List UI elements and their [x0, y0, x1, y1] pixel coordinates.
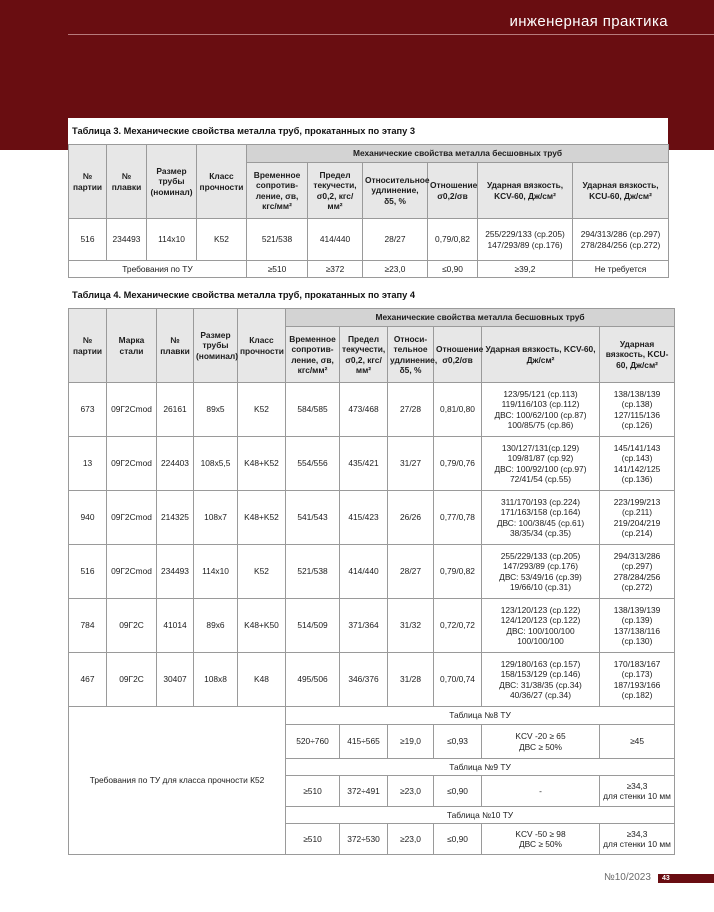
tu8-value: KCV -20 ≥ 65 ДВС ≥ 50%	[482, 725, 600, 759]
table-cell: K52	[197, 219, 247, 261]
t3-col-1: № партии	[69, 145, 107, 219]
tu8-value: 520÷760	[286, 725, 340, 759]
table-cell: 28/27	[363, 219, 428, 261]
table-cell: 130/127/131(ср.129) 109/81/87 (ср.92) ДВС: 100/92/100 (ср.97) 72/41/54 (ср.55)	[482, 437, 600, 491]
t4-col-1: № партии	[69, 309, 107, 383]
t4-col-10: Ударная вязкость, KCV-60, Дж/см²	[482, 327, 600, 383]
table-cell: 26/26	[388, 491, 434, 545]
tu9-value: ≥510	[286, 776, 340, 807]
tu10-value: ≥510	[286, 824, 340, 855]
table-cell: 784	[69, 599, 107, 653]
table-cell: 414/440	[340, 545, 388, 599]
t3-group-header: Механические свойства металла бесшовных труб	[247, 145, 669, 163]
table-cell: 108x8	[194, 653, 238, 707]
t4-col-11: Ударная вязкость, KCU-60, Дж/см²	[600, 327, 675, 383]
tu8-value: 415÷565	[340, 725, 388, 759]
tu10-value: KCV -50 ≥ 98 ДВС ≥ 50%	[482, 824, 600, 855]
table-cell: 311/170/193 (ср.224) 171/163/158 (ср.164) ДВС: 100/38/45 (ср.61) 38/35/34 (ср.35)	[482, 491, 600, 545]
t3-col-10: Ударная вязкость, KCU-60, Дж/см²	[573, 163, 669, 219]
t4-col-9: Отношение σ0,2/σв	[434, 327, 482, 383]
tu10-value: ≥23,0	[388, 824, 434, 855]
table-cell: K48+K52	[238, 437, 286, 491]
table-cell: 138/139/139 (ср.139) 137/138/116 (ср.130)	[600, 599, 675, 653]
table-cell: 123/95/121 (ср.113) 119/116/103 (ср.112) ДВС: 100/62/100 (ср.87) 100/85/75 (ср.86)	[482, 383, 600, 437]
table-cell: 0,79/0,82	[428, 219, 478, 261]
tu10-value: 372÷530	[340, 824, 388, 855]
table-cell: 31/28	[388, 653, 434, 707]
table-cell: 27/28	[388, 383, 434, 437]
table-cell: 346/376	[340, 653, 388, 707]
table-cell: 09Г2С	[107, 599, 157, 653]
t3-req-value: ≥510	[247, 261, 308, 278]
table-cell: 223/199/213 (ср.211) 219/204/219 (ср.214)	[600, 491, 675, 545]
table-cell: 940	[69, 491, 107, 545]
table-cell: 371/364	[340, 599, 388, 653]
tu8-title: Таблица №8 ТУ	[286, 707, 675, 725]
table-cell: 31/27	[388, 437, 434, 491]
t3-col-8: Отношение σ0,2/σв	[428, 163, 478, 219]
t4-col-7: Предел текучести, σ0,2, кгс/мм²	[340, 327, 388, 383]
t4-col-3: № плавки	[157, 309, 194, 383]
tu10-value: ≤0,90	[434, 824, 482, 855]
table-cell: 123/120/123 (ср.122) 124/120/123 (ср.122) ДВС: 100/100/100 100/100/100	[482, 599, 600, 653]
table-cell: 114x10	[147, 219, 197, 261]
tu9-value: -	[482, 776, 600, 807]
tu9-value: ≥34,3 для стенки 10 мм	[600, 776, 675, 807]
table-cell: 473/468	[340, 383, 388, 437]
table-cell: 09Г2Сmod	[107, 437, 157, 491]
table-cell: 145/141/143 (ср.143) 141/142/125 (ср.136)	[600, 437, 675, 491]
tu9-value: 372÷491	[340, 776, 388, 807]
table-cell: 415/423	[340, 491, 388, 545]
table-cell: 09Г2С	[107, 653, 157, 707]
table-cell: 138/138/139 (ср.138) 127/115/136 (ср.126)	[600, 383, 675, 437]
table-cell: 09Г2Сmod	[107, 545, 157, 599]
table-cell: 0,81/0,80	[434, 383, 482, 437]
t3-col-9: Ударная вязкость, KCV-60, Дж/см²	[478, 163, 573, 219]
table-row	[69, 383, 675, 437]
t4-col-5: Класс прочности	[238, 309, 286, 383]
table-row	[69, 653, 675, 707]
t3-col-7: Относительное удлинение, δ5, %	[363, 163, 428, 219]
table-cell: 0,79/0,82	[434, 545, 482, 599]
tu9-value: ≥23,0	[388, 776, 434, 807]
table-cell: 673	[69, 383, 107, 437]
table-cell: 0,70/0,74	[434, 653, 482, 707]
table-cell: 514/509	[286, 599, 340, 653]
table-cell: 234493	[107, 219, 147, 261]
table-cell: 09Г2Сmod	[107, 491, 157, 545]
table4	[68, 308, 675, 855]
table-cell: 224403	[157, 437, 194, 491]
table-row	[69, 491, 675, 545]
t4-req-label: Требования по ТУ для класса прочности К52	[69, 707, 286, 855]
table-cell: 170/183/167 (ср.173) 187/193/166 (ср.182)	[600, 653, 675, 707]
t4-col-6: Временное сопротив-ление, σв, кгс/мм²	[286, 327, 340, 383]
t3-req-value: ≥23,0	[363, 261, 428, 278]
t3-req-value: ≤0,90	[428, 261, 478, 278]
table-cell: 521/538	[247, 219, 308, 261]
header-rule	[68, 34, 714, 35]
t3-col-3: Размер трубы (номинал)	[147, 145, 197, 219]
table-cell: 584/585	[286, 383, 340, 437]
t3-req-value: ≥372	[308, 261, 363, 278]
table-cell: 13	[69, 437, 107, 491]
table-cell: 41014	[157, 599, 194, 653]
table3	[68, 144, 669, 278]
table-cell: 0,77/0,78	[434, 491, 482, 545]
tu10-value: ≥34,3 для стенки 10 мм	[600, 824, 675, 855]
issue-number: №10/2023	[604, 872, 651, 883]
t4-col-4: Размер трубы (номинал)	[194, 309, 238, 383]
table-cell: K52	[238, 383, 286, 437]
table-cell: 129/180/163 (ср.157) 158/153/129 (ср.146) ДВС: 31/38/35 (ср.34) 40/36/27 (ср.34)	[482, 653, 600, 707]
tu9-value: ≤0,90	[434, 776, 482, 807]
table-cell: 108x5,5	[194, 437, 238, 491]
table-cell: 414/440	[308, 219, 363, 261]
table-cell: 114x10	[194, 545, 238, 599]
section-title: инженерная практика	[509, 13, 668, 30]
table-cell: 0,79/0,76	[434, 437, 482, 491]
table-cell: 0,72/0,72	[434, 599, 482, 653]
table-row	[69, 437, 675, 491]
t4-group-header: Механические свойства металла бесшовных труб	[286, 309, 675, 327]
table-cell: 294/313/286 (ср.297) 278/284/256 (ср.272)	[600, 545, 675, 599]
table-cell: 521/538	[286, 545, 340, 599]
table-row	[69, 599, 675, 653]
tu8-value: ≥19,0	[388, 725, 434, 759]
table-cell: 495/506	[286, 653, 340, 707]
table-row	[69, 545, 675, 599]
t3-req-value: Не требуется	[573, 261, 669, 278]
table-cell: 214325	[157, 491, 194, 545]
t3-col-4: Класс прочности	[197, 145, 247, 219]
table-cell: 435/421	[340, 437, 388, 491]
t4-col-2: Марка стали	[107, 309, 157, 383]
table-cell: 09Г2Сmod	[107, 383, 157, 437]
page-number: 43	[662, 875, 670, 882]
table-cell: K48+K52	[238, 491, 286, 545]
table3-caption: Таблица 3. Механические свойства металла труб, прокатанных по этапу 3	[68, 118, 668, 144]
table-cell: K48	[238, 653, 286, 707]
table-cell: 294/313/286 (ср.297) 278/284/256 (ср.272)	[573, 219, 669, 261]
table4-caption: Таблица 4. Механические свойства металла труб, прокатанных по этапу 4	[68, 288, 415, 302]
table-cell: 28/27	[388, 545, 434, 599]
table-cell: 31/32	[388, 599, 434, 653]
t3-req-label: Требования по ТУ	[69, 261, 247, 278]
table-cell: 255/229/133 (ср.205) 147/293/89 (ср.176)	[478, 219, 573, 261]
t3-col-2: № плавки	[107, 145, 147, 219]
table-cell: 108x7	[194, 491, 238, 545]
table-cell: 516	[69, 545, 107, 599]
t3-col-5: Временное сопротив-ление, σв, кгс/мм²	[247, 163, 308, 219]
table-cell: K52	[238, 545, 286, 599]
table-cell: 30407	[157, 653, 194, 707]
t4-col-8: Относи-тельное удлинение, δ5, %	[388, 327, 434, 383]
table-row	[69, 219, 669, 261]
table-cell: K48+K50	[238, 599, 286, 653]
table-cell: 554/556	[286, 437, 340, 491]
tu8-value: ≤0,93	[434, 725, 482, 759]
t3-col-6: Предел текучести, σ0,2, кгс/мм²	[308, 163, 363, 219]
table-cell: 89x6	[194, 599, 238, 653]
table-cell: 255/229/133 (ср.205) 147/293/89 (ср.176) ДВС: 53/49/16 (ср.39) 19/66/10 (ср.31)	[482, 545, 600, 599]
tu8-value: ≥45	[600, 725, 675, 759]
table-cell: 234493	[157, 545, 194, 599]
t3-req-value: ≥39,2	[478, 261, 573, 278]
tu9-title: Таблица №9 ТУ	[286, 759, 675, 776]
table-cell: 89x5	[194, 383, 238, 437]
table-cell: 26161	[157, 383, 194, 437]
tu10-title: Таблица №10 ТУ	[286, 807, 675, 824]
table-cell: 516	[69, 219, 107, 261]
table-cell: 467	[69, 653, 107, 707]
table-cell: 541/543	[286, 491, 340, 545]
